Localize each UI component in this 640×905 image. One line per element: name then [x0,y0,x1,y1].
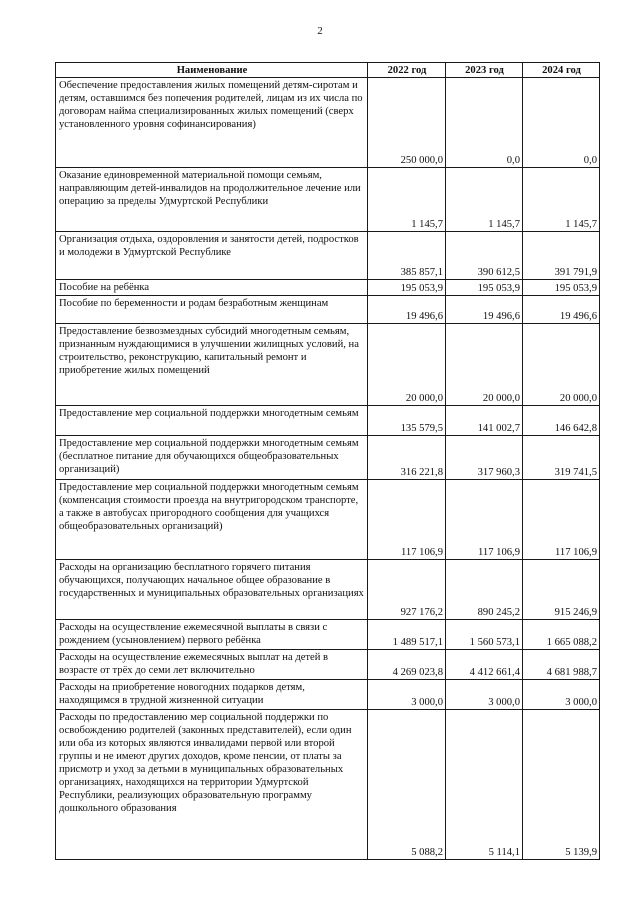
table-row [56,680,600,710]
row-value-2022: 117 106,9 [368,480,446,560]
row-value-2022: 195 053,9 [368,280,446,296]
row-name: Расходы на осуществление ежемесячной выплаты в связи с рождением (усыновлением) первого ребёнка [56,620,368,650]
table-row [56,560,600,620]
row-value-2024: 195 053,9 [523,280,600,296]
row-value-2023: 317 960,3 [446,436,523,480]
row-value-2024: 117 106,9 [523,480,600,560]
row-value-2023: 4 412 661,4 [446,650,523,680]
table-row [56,710,600,860]
row-value-2022: 316 221,8 [368,436,446,480]
row-name: Организация отдыха, оздоровления и занятости детей, подростков и молодежи в Удмуртской Республике [56,232,368,280]
row-value-2023: 1 145,7 [446,168,523,232]
header-name: Наименование [56,63,368,78]
table-row [56,296,600,324]
row-value-2023: 1 560 573,1 [446,620,523,650]
page-number: 2 [317,25,323,37]
table-row [56,480,600,560]
row-value-2023: 19 496,6 [446,296,523,324]
row-value-2024: 20 000,0 [523,324,600,406]
row-value-2023: 0,0 [446,78,523,168]
row-value-2024: 146 642,8 [523,406,600,436]
row-value-2023: 141 002,7 [446,406,523,436]
header-2024: 2024 год [523,63,600,78]
table-row [56,78,600,168]
table-header-row [56,63,600,78]
row-value-2024: 0,0 [523,78,600,168]
table-row [56,280,600,296]
row-value-2022: 1 145,7 [368,168,446,232]
row-name: Предоставление безвозмездных субсидий многодетным семьям, признанным нуждающимися в улучшении жилищных условий, на строительство, реконструкцию, капитальный ремонт и приобретение жилых помещений [56,324,368,406]
header-2023: 2023 год [446,63,523,78]
row-name: Расходы по предоставлению мер социальной поддержки по освобождению родителей (законных представителей), если один или оба из которых являются инвалидами первой или второй группы и не имеют других доходов, кроме пенсии, от платы за присмотр и уход за детьми в муниципальных образовательных организациях, находящихся на территории Удмуртской Республики, реализующих образовательную программу дошкольного образования [56,710,368,860]
row-value-2023: 890 245,2 [446,560,523,620]
row-name: Пособие на ребёнка [56,280,368,296]
row-value-2022: 4 269 023,8 [368,650,446,680]
table-row [56,232,600,280]
row-value-2022: 19 496,6 [368,296,446,324]
row-name: Обеспечение предоставления жилых помещений детям-сиротам и детям, оставшимся без попечения родителей, лицам из их числа по договорам найма специализированных жилых помещений (сверх установленного уровня софинансирования) [56,78,368,168]
row-name: Предоставление мер социальной поддержки многодетным семьям (бесплатное питание для обучающихся общеобразовательных организаций) [56,436,368,480]
row-value-2024: 1 145,7 [523,168,600,232]
row-value-2022: 20 000,0 [368,324,446,406]
row-name: Расходы на осуществление ежемесячных выплат на детей в возрасте от трёх до семи лет включительно [56,650,368,680]
table-row [56,650,600,680]
row-value-2022: 135 579,5 [368,406,446,436]
header-2022: 2022 год [368,63,446,78]
row-name: Расходы на организацию бесплатного горячего питания обучающихся, получающих начальное общее образование в государственных и муниципальных образовательных организациях [56,560,368,620]
row-value-2024: 5 139,9 [523,710,600,860]
row-value-2022: 927 176,2 [368,560,446,620]
row-value-2024: 915 246,9 [523,560,600,620]
row-value-2024: 4 681 988,7 [523,650,600,680]
row-value-2023: 390 612,5 [446,232,523,280]
row-value-2022: 250 000,0 [368,78,446,168]
row-value-2022: 3 000,0 [368,680,446,710]
row-name: Пособие по беременности и родам безработным женщинам [56,296,368,324]
table-row [56,168,600,232]
budget-table [55,62,600,860]
row-name: Предоставление мер социальной поддержки многодетным семьям (компенсация стоимости проезда на внутригородском транспорте, а также в автобусах пригородного сообщения для учащихся общеобразовательных организаций) [56,480,368,560]
table-row [56,436,600,480]
row-value-2022: 1 489 517,1 [368,620,446,650]
row-value-2022: 5 088,2 [368,710,446,860]
row-value-2023: 195 053,9 [446,280,523,296]
row-name: Оказание единовременной материальной помощи семьям, направляющим детей-инвалидов на продолжительное лечение или операцию за пределы Удмуртской Республики [56,168,368,232]
row-value-2024: 3 000,0 [523,680,600,710]
row-value-2024: 1 665 088,2 [523,620,600,650]
row-value-2024: 391 791,9 [523,232,600,280]
row-value-2022: 385 857,1 [368,232,446,280]
table-row [56,324,600,406]
table-row [56,406,600,436]
row-value-2024: 19 496,6 [523,296,600,324]
row-value-2023: 117 106,9 [446,480,523,560]
row-name: Предоставление мер социальной поддержки многодетным семьям [56,406,368,436]
row-value-2024: 319 741,5 [523,436,600,480]
row-value-2023: 3 000,0 [446,680,523,710]
row-value-2023: 5 114,1 [446,710,523,860]
row-name: Расходы на приобретение новогодних подарков детям, находящимся в трудной жизненной ситуации [56,680,368,710]
row-value-2023: 20 000,0 [446,324,523,406]
table-row [56,620,600,650]
